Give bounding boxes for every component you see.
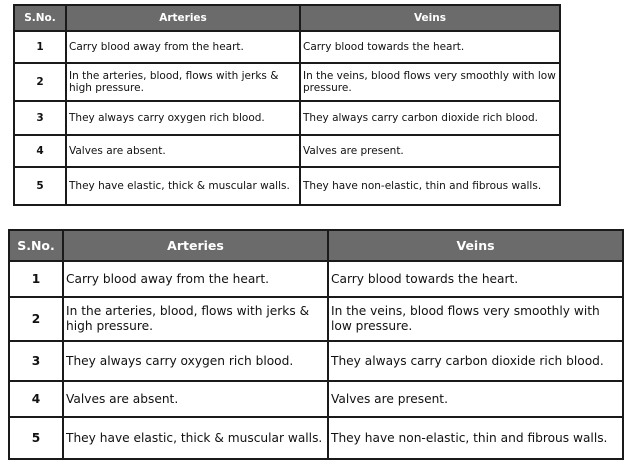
veins-cell: Carry blood towards the heart.: [300, 31, 560, 63]
header-sno: S.No.: [14, 5, 66, 31]
arteries-cell: In the arteries, blood, flows with jerks & high pressure.: [66, 63, 300, 101]
table-row: [14, 167, 560, 205]
header-arteries: Arteries: [63, 230, 328, 261]
header-sno: S.No.: [9, 230, 63, 261]
veins-cell: Valves are present.: [300, 135, 560, 167]
arteries-cell: They have elastic, thick & muscular walls.: [66, 167, 300, 205]
table-row: [9, 261, 623, 297]
veins-cell: They have non-elastic, thin and fibrous walls.: [300, 167, 560, 205]
arteries-cell: Valves are absent.: [63, 381, 328, 417]
veins-cell: Carry blood towards the heart.: [328, 261, 623, 297]
row-number: 3: [9, 341, 63, 381]
comparison-table-large: [8, 229, 624, 460]
arteries-cell: They always carry oxygen rich blood.: [66, 101, 300, 135]
row-number: 4: [9, 381, 63, 417]
veins-cell: They have non-elastic, thin and fibrous walls.: [328, 417, 623, 459]
header-row: [14, 5, 560, 31]
row-number: 5: [9, 417, 63, 459]
arteries-cell: Valves are absent.: [66, 135, 300, 167]
arteries-cell: They always carry oxygen rich blood.: [63, 341, 328, 381]
arteries-cell: They have elastic, thick & muscular walls.: [63, 417, 328, 459]
row-number: 1: [9, 261, 63, 297]
table-row: [9, 381, 623, 417]
table-row: [14, 101, 560, 135]
veins-cell: In the veins, blood flows very smoothly with low pressure.: [300, 63, 560, 101]
header-row: [9, 230, 623, 261]
table-row: [9, 297, 623, 341]
row-number: 2: [9, 297, 63, 341]
header-arteries: Arteries: [66, 5, 300, 31]
row-number: 2: [14, 63, 66, 101]
table-row: [9, 341, 623, 381]
row-number: 1: [14, 31, 66, 63]
veins-cell: Valves are present.: [328, 381, 623, 417]
veins-cell: In the veins, blood flows very smoothly with low pressure.: [328, 297, 623, 341]
row-number: 4: [14, 135, 66, 167]
arteries-cell: Carry blood away from the heart.: [66, 31, 300, 63]
comparison-table-small: [13, 4, 561, 206]
row-number: 3: [14, 101, 66, 135]
table-row: [9, 417, 623, 459]
veins-cell: They always carry carbon dioxide rich blood.: [300, 101, 560, 135]
arteries-cell: In the arteries, blood, flows with jerks & high pressure.: [63, 297, 328, 341]
veins-cell: They always carry carbon dioxide rich blood.: [328, 341, 623, 381]
table-row: [14, 63, 560, 101]
header-veins: Veins: [328, 230, 623, 261]
arteries-cell: Carry blood away from the heart.: [63, 261, 328, 297]
header-veins: Veins: [300, 5, 560, 31]
row-number: 5: [14, 167, 66, 205]
table-row: [14, 135, 560, 167]
table-row: [14, 31, 560, 63]
